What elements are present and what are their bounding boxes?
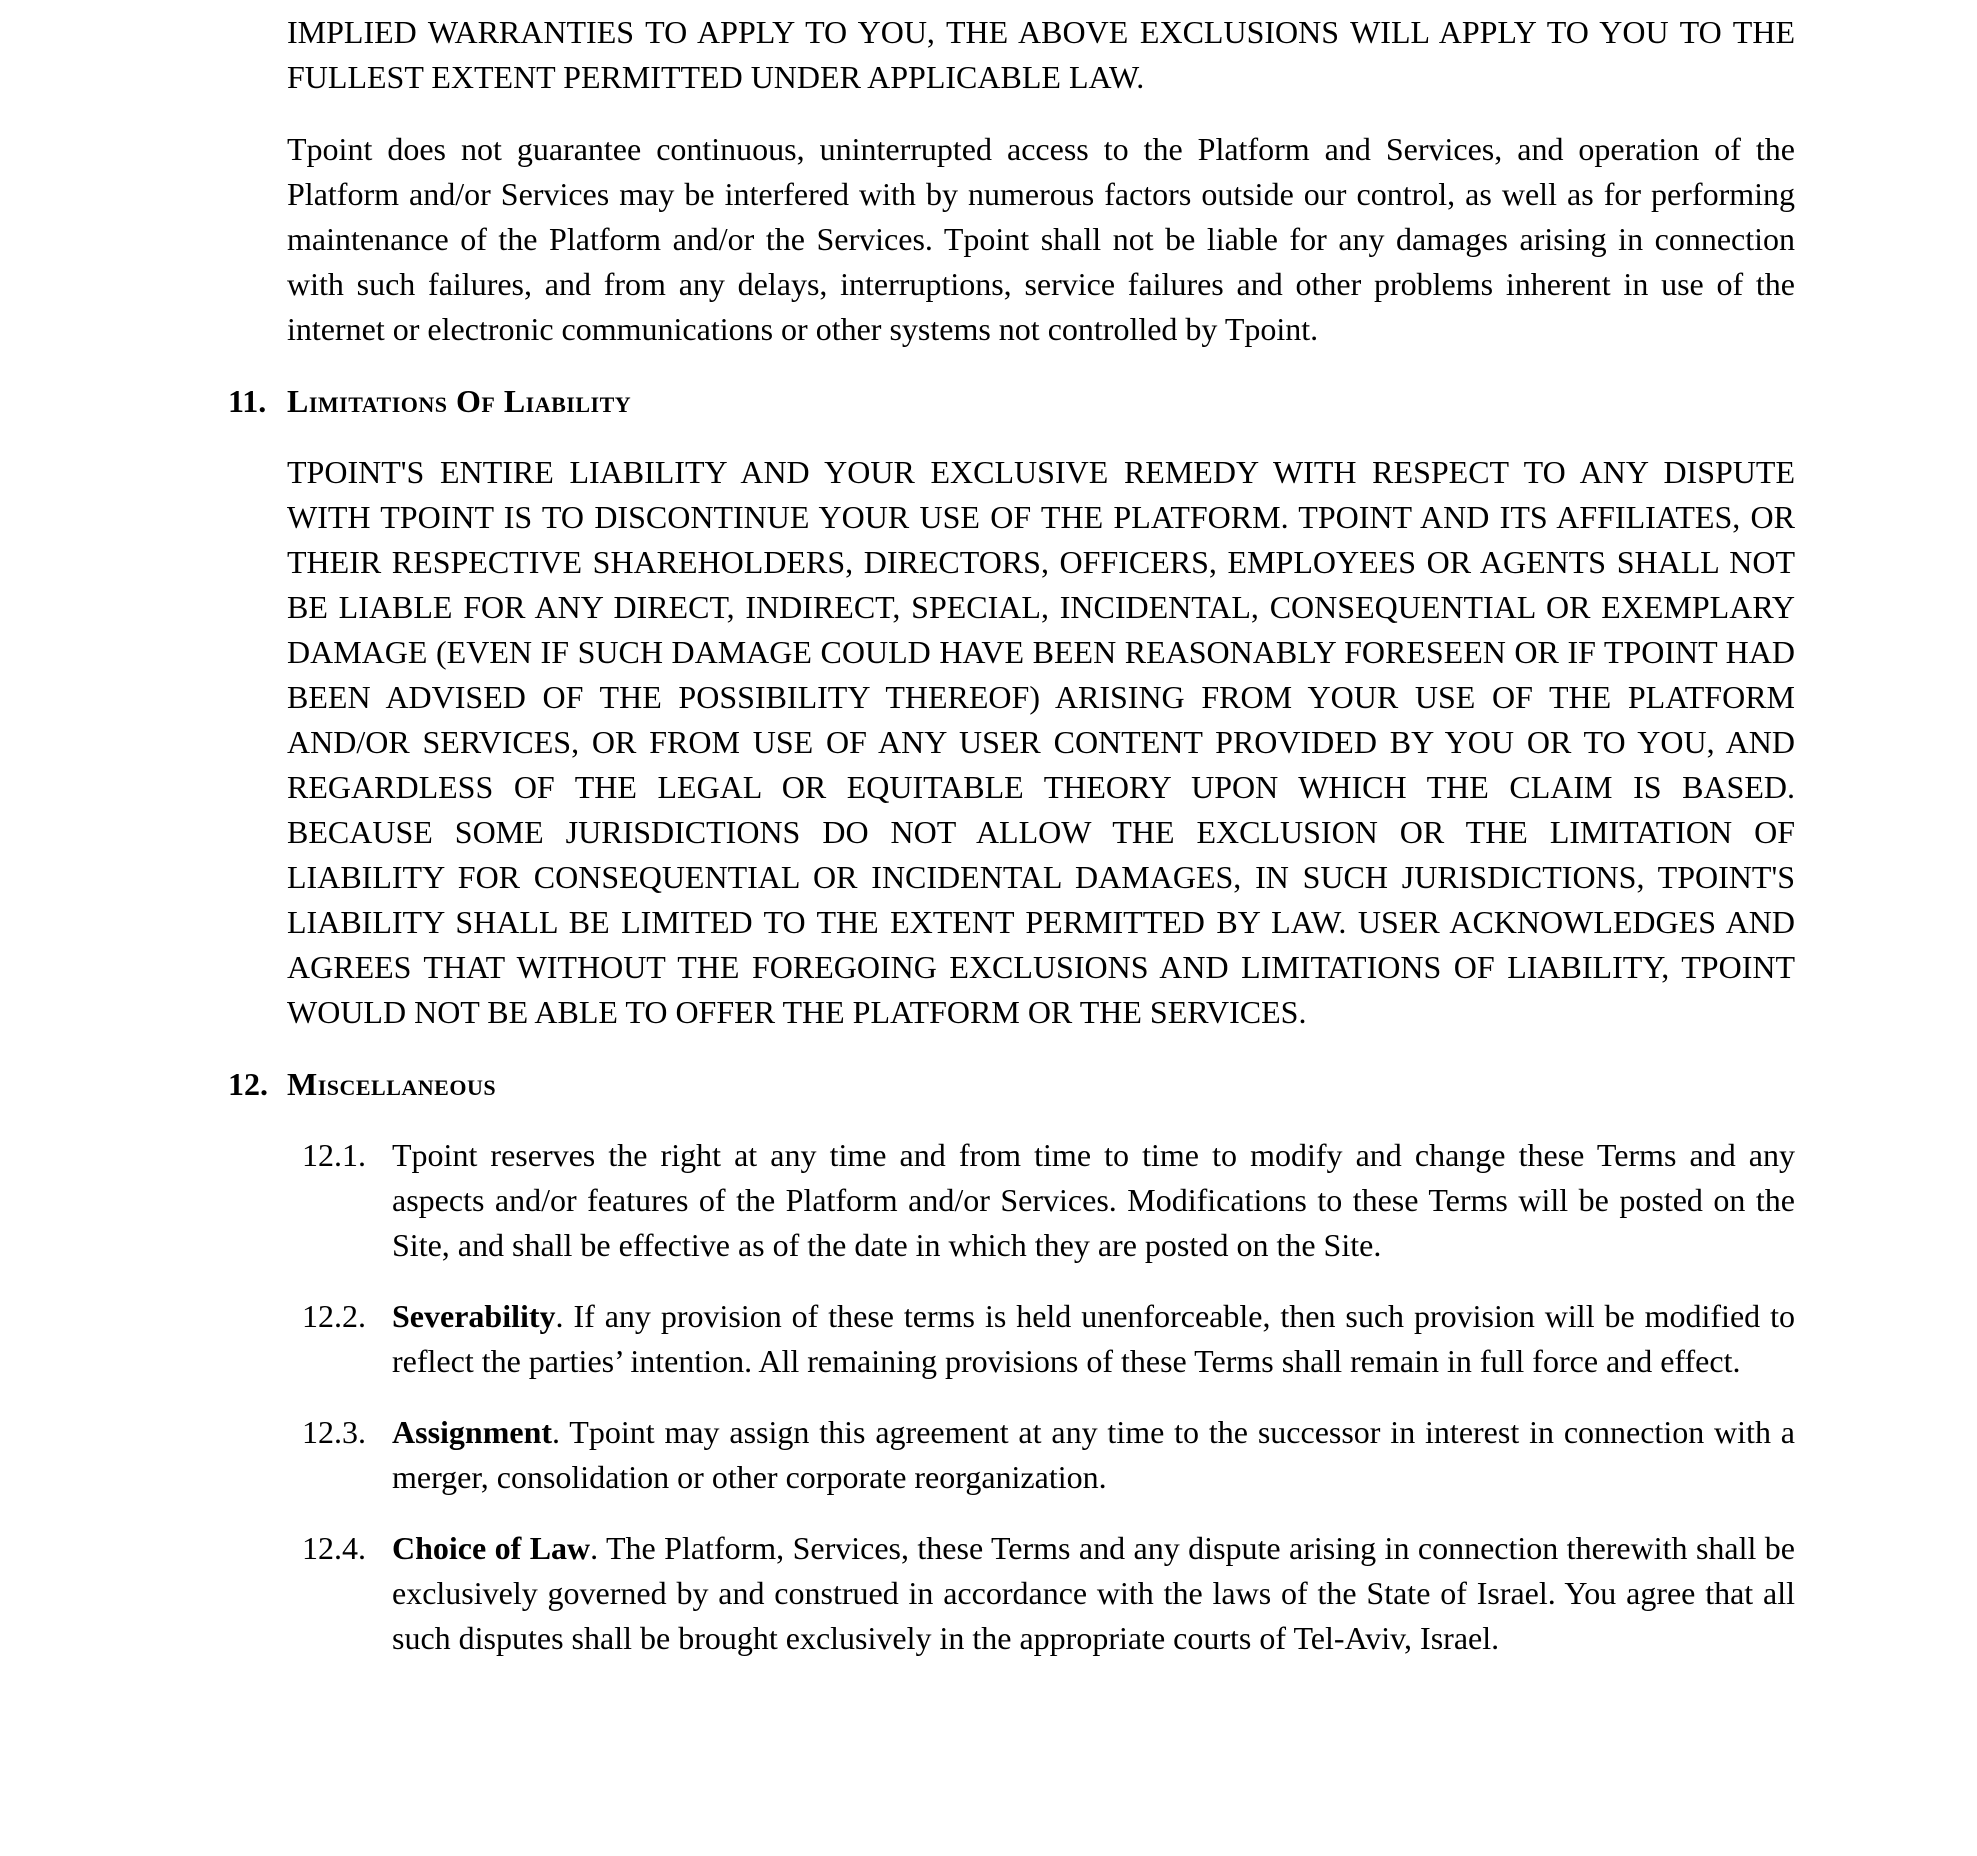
subsection-12-3 — [287, 1410, 1795, 1500]
section-11-title: Limitations Of Liability — [287, 383, 632, 419]
subsection-12-3-lead: Assignment — [392, 1414, 553, 1450]
section-12-title: Miscellaneous — [287, 1066, 497, 1102]
subsection-12-2-text — [392, 1294, 1795, 1384]
subsection-12-4-lead: Choice of Law — [392, 1530, 591, 1566]
section-12-number: 12. — [228, 1066, 268, 1102]
section-11-heading — [228, 379, 1795, 424]
section-11-number: 11. — [228, 383, 267, 419]
subsection-12-4 — [287, 1526, 1795, 1661]
subsection-12-1-body: Tpoint reserves the right at any time and from time to time to modify and change these Terms and any aspects and/or features of the Platform and/or Services. Modifications to these Terms will be posted on the Site, and shall be effective as of the date in which they are posted on the Site. — [392, 1137, 1795, 1263]
document-content — [228, 10, 1796, 1687]
subsection-12-4-body: . The Platform, Services, these Terms and any dispute arising in connection therewith shall be exclusively governed by and construed in accordance with the laws of the State of Israel. You agree that all such disputes shall be brought exclusively in the appropriate courts of Tel-Aviv, Israel. — [392, 1530, 1796, 1656]
subsection-12-3-text — [392, 1410, 1795, 1500]
subsection-12-3-body: . Tpoint may assign this agreement at any time to the successor in interest in connection with a merger, consolidation or other corporate reorganization. — [392, 1414, 1795, 1495]
subsection-12-2 — [287, 1294, 1795, 1384]
subsection-12-1-number: 12.1. — [302, 1137, 366, 1173]
subsection-12-4-text — [392, 1526, 1795, 1661]
section-11-paragraph: TPOINT'S ENTIRE LIABILITY AND YOUR EXCLUSIVE REMEDY WITH RESPECT TO ANY DISPUTE WITH TPOINT IS TO DISCONTINUE YOUR USE OF THE PLATFORM. TPOINT AND ITS AFFILIATES, OR THEIR RESPECTIVE SHAREHOLDERS, DIRECTORS, OFFICERS, EMPLOYEES OR AGENTS SHALL NOT BE LIABLE FOR ANY DIRECT, INDIRECT, SPECIAL, INCIDENTAL, CONSEQUENTIAL OR EXEMPLARY DAMAGE (EVEN IF SUCH DAMAGE COULD HAVE BEEN REASONABLY FORESEEN OR IF TPOINT HAD BEEN ADVISED OF THE POSSIBILITY THEREOF) ARISING FROM YOUR USE OF THE PLATFORM AND/OR SERVICES, OR FROM USE OF ANY USER CONTENT PROVIDED BY YOU OR TO YOU, AND REGARDLESS OF THE LEGAL OR EQUITABLE THEORY UPON WHICH THE CLAIM IS BASED. BECAUSE SOME JURISDICTIONS DO NOT ALLOW THE EXCLUSION OR THE LIMITATION OF LIABILITY FOR CONSEQUENTIAL OR INCIDENTAL DAMAGES, IN SUCH JURISDICTIONS, TPOINT'S LIABILITY SHALL BE LIMITED TO THE EXTENT PERMITTED BY LAW. USER ACKNOWLEDGES AND AGREES THAT WITHOUT THE FOREGOING EXCLUSIONS AND LIMITATIONS OF LIABILITY, TPOINT WOULD NOT BE ABLE TO OFFER THE PLATFORM OR THE SERVICES. — [287, 454, 1795, 1030]
subsection-12-1-text — [392, 1133, 1795, 1268]
subsection-12-1 — [287, 1133, 1795, 1268]
subsection-12-3-number: 12.3. — [302, 1414, 366, 1450]
subsection-12-2-body: . If any provision of these terms is held unenforceable, then such provision will be modified to reflect the parties’ intention. All remaining provisions of these Terms shall remain in full force and effect. — [392, 1298, 1795, 1379]
continuation-paragraph-warranties: IMPLIED WARRANTIES TO APPLY TO YOU, THE ABOVE EXCLUSIONS WILL APPLY TO YOU TO THE FULLEST EXTENT PERMITTED UNDER APPLICABLE LAW. — [287, 14, 1795, 95]
section-12-heading — [228, 1062, 1795, 1107]
paragraph-no-guarantee: Tpoint does not guarantee continuous, uninterrupted access to the Platform and Services, and operation of the Platform and/or Services may be interfered with by numerous factors outside our control, as well as for performing maintenance of the Platform and/or the Services. Tpoint shall not be liable for any damages arising in connection with such failures, and from any delays, interruptions, service failures and other problems inherent in use of the internet or electronic communications or other systems not controlled by Tpoint. — [287, 131, 1795, 347]
subsection-12-4-number: 12.4. — [302, 1530, 366, 1566]
subsection-12-2-lead: Severability — [392, 1298, 556, 1334]
subsection-12-2-number: 12.2. — [302, 1298, 366, 1334]
